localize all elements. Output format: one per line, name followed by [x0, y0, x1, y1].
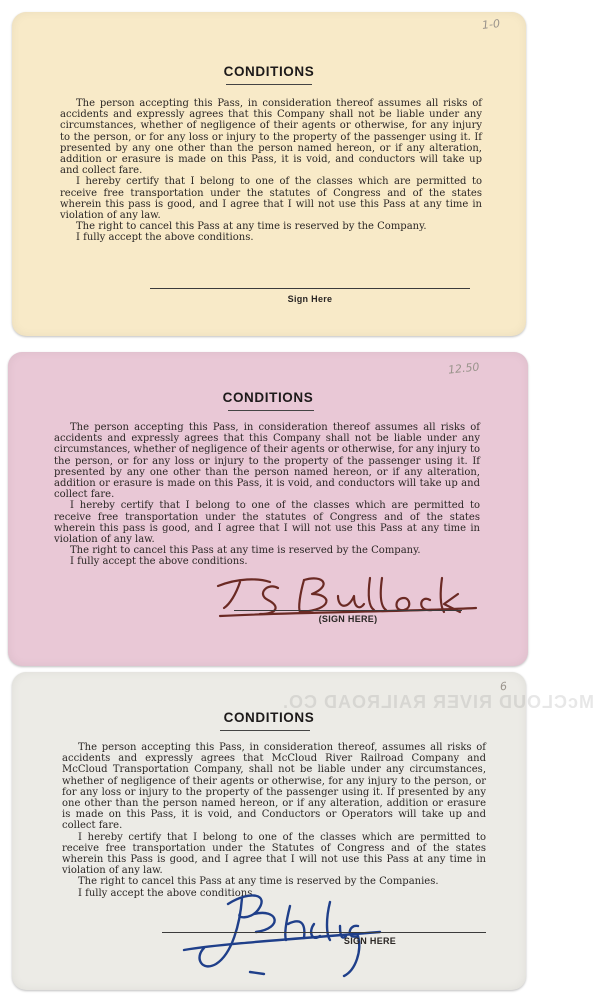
conditions-paragraph-cancel: The right to cancel this Pass at any time is reserved by the Companies.: [78, 876, 439, 888]
heading-rule: [226, 84, 312, 85]
conditions-paragraph-cancel: The right to cancel this Pass at any time is reserved by the Company.: [76, 221, 427, 233]
card-heading: CONDITIONS: [223, 710, 315, 725]
conditions-text: [54, 422, 480, 568]
conditions-paragraph-certify: I hereby certify that I belong to one of the classes which are permitted to receive free transportation under the Statutes of Congress and of the states wherein this Pass is good, and I agree that I will not use this Pass at any time in violation of any law.: [62, 831, 486, 877]
pass-card-2: [8, 352, 528, 666]
sign-here-label: Sign Here: [287, 294, 333, 304]
conditions-paragraph-certify: I hereby certify that I belong to one of the classes which are permitted to receive free transportation under the statutes of Congress and of the states wherein this pass is good, and I agree that I will not use this Pass at any time in violation of any law.: [60, 176, 482, 222]
conditions-text: [60, 98, 482, 244]
conditions-paragraph-cancel: The right to cancel this Pass at any time is reserved by the Company.: [70, 545, 421, 557]
pencil-mark: 1-0: [481, 17, 501, 32]
bleed-through-text: McCLOUD RIVER RAILROAD CO.: [282, 692, 594, 712]
signature-line: [234, 610, 462, 611]
heading-rule: [220, 730, 310, 731]
conditions-paragraph-liability: The person accepting this Pass, in consideration thereof assumes all risks of accidents and expressly agrees that this Company shall not be liable under any circumstances, whether of negligence of their agents or otherwise, for any injury to the person, or for any loss or injury to the property of the passenger using it. If presented by any one other than the person named hereon, or if any alteration, addition or erasure is made on this Pass, it is void, and conductors will take up and collect fare.: [54, 422, 480, 501]
sign-here-label: (SIGN HERE): [318, 614, 378, 624]
conditions-text: [62, 742, 486, 899]
conditions-paragraph-liability: The person accepting this Pass, in consideration thereof, assumes all risks of accidents and expressly agrees that McCloud River Railroad Company and McCloud Transportation Company, shall not be liable under any circumstances, whether of negligence of their agents or otherwise, for any injury to the person, or for any loss or injury to the property of the passenger using it. If presented by any one other than the person named hereon, or if any alteration, addition or erasure is made on this Pass, it is void, and Conductors or Operators will take up and collect fare.: [62, 742, 486, 832]
pencil-mark: 6: [499, 679, 508, 694]
pencil-mark: 12.50: [447, 360, 481, 377]
pass-card-1: [12, 12, 526, 336]
signature-line: [150, 288, 470, 289]
card-heading: CONDITIONS: [222, 390, 314, 405]
signature-line: [162, 932, 486, 933]
conditions-paragraph-certify: I hereby certify that I belong to one of the classes which are permitted to receive free transportation under the statutes of Congress and of the states wherein this pass is good, and I agree that I will not use this Pass at any time in violation of any law.: [54, 500, 480, 546]
card-heading: CONDITIONS: [223, 64, 315, 79]
handwritten-signature: [180, 884, 410, 984]
conditions-paragraph-accept: I fully accept the above conditions.: [70, 556, 248, 568]
conditions-paragraph-accept: I fully accept the above conditions.: [76, 232, 254, 244]
sign-here-label: SIGN HERE: [343, 936, 397, 946]
conditions-paragraph-accept: I fully accept the above conditions.: [78, 887, 256, 899]
pass-card-3: [12, 672, 594, 990]
heading-rule: [228, 410, 314, 411]
conditions-paragraph-liability: The person accepting this Pass, in consideration thereof assumes all risks of accidents and expressly agrees that this Company shall not be liable under any circumstances, whether of negligence of their agents or otherwise, for any injury to the person, or for any loss or injury to the property of the passenger using it. If presented by any one other than the person named hereon, or if any alteration, addition or erasure is made on this Pass, it is void, and conductors will take up and collect fare.: [60, 98, 482, 177]
